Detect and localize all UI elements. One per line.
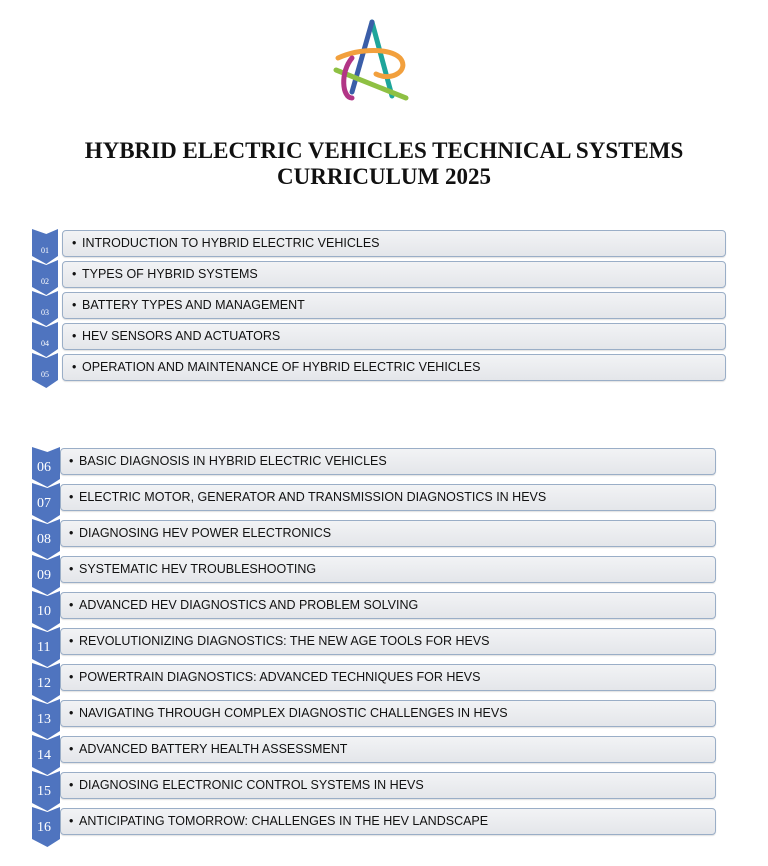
item-bar [60,772,716,799]
list-item [0,353,768,384]
item-bar [60,628,716,655]
list-item [0,555,768,591]
bullet-icon: • [72,298,77,312]
item-label: ADVANCED HEV DIAGNOSTICS AND PROBLEM SOLVING [79,598,419,612]
item-number: 06 [37,460,51,475]
item-label: REVOLUTIONIZING DIAGNOSTICS: THE NEW AGE TOOLS FOR HEVS [79,634,490,648]
item-bar [62,261,726,288]
item-bar [62,230,726,257]
bullet-icon: • [72,236,77,250]
logo-star-icon [330,18,414,104]
item-number: 11 [37,640,51,655]
item-bar [60,736,716,763]
list-item [0,447,768,483]
item-number: 10 [37,604,51,619]
bullet-icon: • [69,634,74,648]
item-number: 07 [37,496,51,511]
item-number: 08 [37,532,51,547]
list-item [0,663,768,699]
item-label: ADVANCED BATTERY HEALTH ASSESSMENT [79,742,348,756]
item-label: DIAGNOSING HEV POWER ELECTRONICS [79,526,332,540]
bullet-icon: • [69,454,74,468]
item-bar [62,354,726,381]
item-label: INTRODUCTION TO HYBRID ELECTRIC VEHICLES [82,236,380,250]
list-item [0,519,768,555]
item-label: HEV SENSORS AND ACTUATORS [82,329,281,343]
bullet-icon: • [69,526,74,540]
list-item [0,591,768,627]
item-label: POWERTRAIN DIAGNOSTICS: ADVANCED TECHNIQUES FOR HEVS [79,670,481,684]
list-item [0,260,768,291]
item-bar [60,448,716,475]
item-number: 14 [37,748,51,763]
bullet-icon: • [72,329,77,343]
item-label: DIAGNOSING ELECTRONIC CONTROL SYSTEMS IN HEVS [79,778,424,792]
item-label: BASIC DIAGNOSIS IN HYBRID ELECTRIC VEHICLES [79,454,387,468]
item-label: TYPES OF HYBRID SYSTEMS [82,267,258,281]
item-number: 16 [37,820,51,835]
list-item [0,807,768,843]
item-bar [60,664,716,691]
bullet-icon: • [69,814,74,828]
list-item [0,627,768,663]
item-bar [60,520,716,547]
item-bar [62,323,726,350]
item-label: ELECTRIC MOTOR, GENERATOR AND TRANSMISSION DIAGNOSTICS IN HEVS [79,490,547,504]
bullet-icon: • [69,670,74,684]
item-number: 13 [37,712,51,727]
bullet-icon: • [72,267,77,281]
list-item [0,229,768,260]
item-bar [60,700,716,727]
item-number: 01 [41,246,49,255]
list-item [0,771,768,807]
item-number: 02 [41,277,49,286]
bullet-icon: • [69,706,74,720]
list-item [0,291,768,322]
item-label: ANTICIPATING TOMORROW: CHALLENGES IN THE HEV LANDSCAPE [79,814,489,828]
item-number: 15 [37,784,51,799]
bullet-icon: • [72,360,77,374]
bullet-icon: • [69,778,74,792]
item-label: OPERATION AND MAINTENANCE OF HYBRID ELECTRIC VEHICLES [82,360,481,374]
bullet-icon: • [69,742,74,756]
item-number: 05 [41,370,49,379]
item-bar [60,592,716,619]
item-bar [62,292,726,319]
list-item [0,483,768,519]
list-item [0,735,768,771]
bullet-icon: • [69,598,74,612]
item-bar [60,808,716,835]
item-number: 12 [37,676,51,691]
bullet-icon: • [69,562,74,576]
bullet-icon: • [69,490,74,504]
item-label: SYSTEMATIC HEV TROUBLESHOOTING [79,562,317,576]
item-bar [60,556,716,583]
item-label: NAVIGATING THROUGH COMPLEX DIAGNOSTIC CHALLENGES IN HEVS [79,706,508,720]
title-line-2: CURRICULUM 2025 [276,164,492,189]
item-bar [60,484,716,511]
page-title [0,138,768,190]
item-label: BATTERY TYPES AND MANAGEMENT [82,298,305,312]
list-item [0,699,768,735]
item-number: 03 [41,308,49,317]
list-item [0,322,768,353]
title-line-1: HYBRID ELECTRIC VEHICLES TECHNICAL SYSTEMS [84,138,684,163]
item-number: 04 [41,339,49,348]
item-number: 09 [37,568,51,583]
